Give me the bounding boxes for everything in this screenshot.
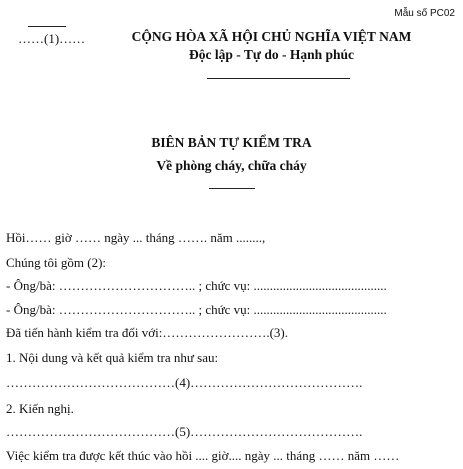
inspection-target-line: Đã tiến hành kiểm tra đối với:…………………….(3).: [6, 325, 288, 340]
national-header: [0, 29, 463, 63]
member-line-1: - Ông/bà: ………………………….. ; chức vụ: .........................................: [6, 278, 387, 293]
org-name-overline: [28, 26, 66, 27]
nation-title: CỘNG HÒA XÃ HỘI CHỦ NGHĨA VIỆT NAM: [131, 29, 412, 44]
nation-motto: Độc lập - Tự do - Hạnh phúc: [188, 47, 355, 62]
section-2-fill-line: …………………………………(5)………………………………….: [6, 424, 363, 439]
org-name-placeholder: ……(1)……: [18, 31, 86, 46]
title-underline: [209, 188, 255, 189]
section-1-heading: 1. Nội dung và kết quả kiểm tra như sau:: [6, 350, 219, 365]
member-line-2: - Ông/bà: ………………………….. ; chức vụ: .........................................: [6, 302, 387, 317]
section-2-heading: 2. Kiến nghị.: [6, 401, 74, 416]
document-title: BIÊN BẢN TỰ KIỂM TRA: [151, 135, 312, 150]
closing-line: Việc kiểm tra được kết thúc vào hồi .... giờ.... ngày ... tháng …… năm ……: [6, 448, 400, 463]
form-code: Mẫu số PC02: [394, 8, 455, 19]
document-subtitle: Về phòng cháy, chữa cháy: [156, 158, 307, 173]
section-1-fill-line: …………………………………(4)………………………………….: [6, 375, 363, 390]
motto-underline: [207, 78, 350, 79]
members-intro: Chúng tôi gồm (2):: [6, 255, 107, 270]
time-line: Hồi…… giờ …… ngày ... tháng ……. năm ........,: [6, 230, 266, 245]
